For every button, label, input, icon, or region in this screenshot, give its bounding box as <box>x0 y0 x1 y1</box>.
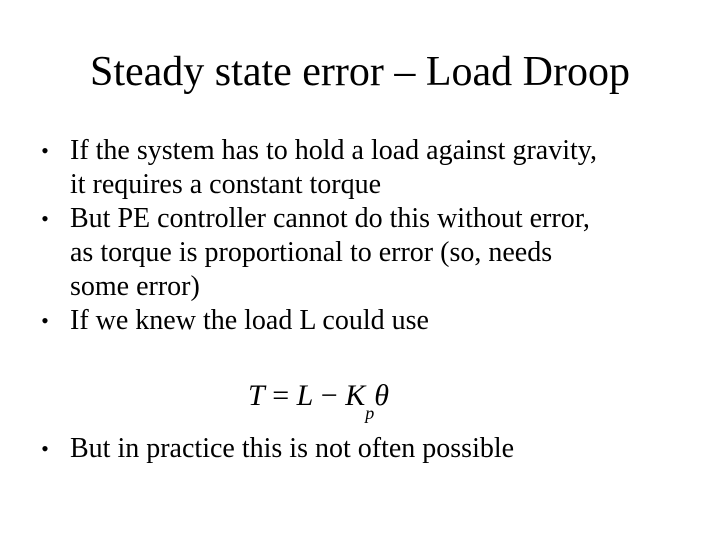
bullet-text-line: it requires a constant torque <box>70 169 382 200</box>
formula-expression <box>248 378 389 423</box>
bullet-item <box>30 134 700 202</box>
bullet-list <box>30 134 700 338</box>
control-law-formula <box>0 378 720 428</box>
bullet-text-line: If the system has to hold a load against gravity, <box>70 135 597 166</box>
slide-title: Steady state error – Load Droop <box>90 49 630 95</box>
bullet-dot-icon: • <box>41 138 49 163</box>
bullet-dot-icon: • <box>41 436 49 461</box>
formula-gain-subscript: p <box>365 403 375 423</box>
bullet-dot-icon: • <box>41 206 49 231</box>
bullet-dot-icon: • <box>41 308 49 333</box>
bullet-text-line: as torque is proportional to error (so, needs <box>70 237 553 268</box>
bullet-item <box>30 202 700 304</box>
bullet-list-final <box>30 432 700 466</box>
bullet-text-line: some error) <box>70 271 200 302</box>
bullet-text-line: If we knew the load L could use <box>70 305 429 336</box>
bullet-item <box>30 432 700 466</box>
formula-gain: K <box>345 379 366 412</box>
bullet-item <box>30 304 700 338</box>
bullet-text-line: But PE controller cannot do this without error, <box>70 203 590 234</box>
formula-angle: θ <box>374 379 389 412</box>
formula-minus: − <box>313 379 346 412</box>
formula-torque: T <box>248 379 265 412</box>
formula-equals: = <box>264 379 297 412</box>
bullet-text-line: But in practice this is not often possible <box>70 433 515 464</box>
formula-load: L <box>296 379 314 412</box>
